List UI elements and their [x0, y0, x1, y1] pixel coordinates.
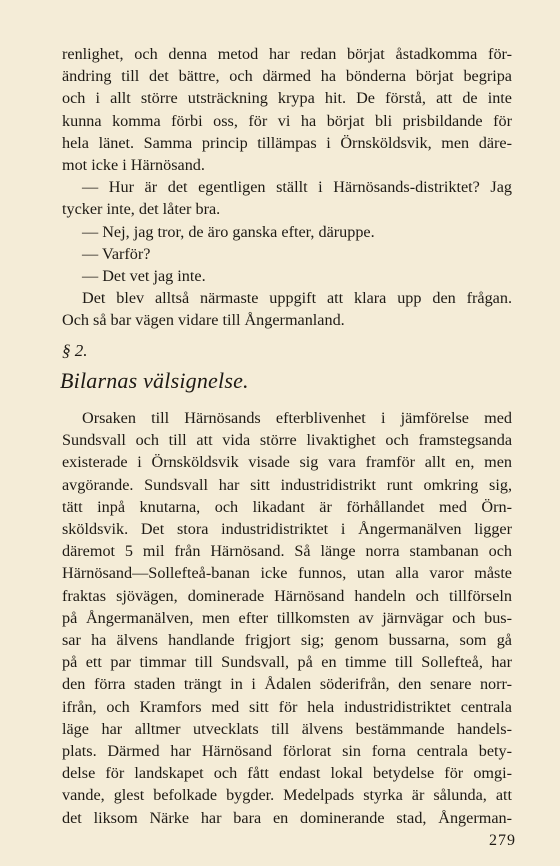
text-line: ifrån, och Kramfors med sitt för hela industridistriktet centrala	[62, 697, 512, 716]
text-line: hela länet. Samma princip tillämpas i Örnsköldsvik, men däre-	[62, 133, 512, 152]
text-line: Sundsvall och till att vida större livaktighet och framstegsanda	[62, 431, 512, 450]
text-line: på Ångermanälven, men efter tillkomsten av järnvägar och bus-	[62, 608, 512, 627]
text-line: läge har alltmer utvecklats till älvens bestämmande handels-	[62, 719, 512, 738]
text-line: sköldsvik. Det stora industridistriktet i Ångermanälven ligger	[62, 520, 512, 539]
text-line: däremot 5 mil från Härnösand. Så länge norra stambanan och	[62, 542, 512, 561]
dialogue-line: — Hur är det egentligen ställt i Härnösands-distriktet? Jag	[82, 178, 512, 197]
text-line: Härnösand—Sollefteå-banan icke funnos, utan alla varor måste	[62, 564, 512, 583]
text-line: och i allt större utsträckning krypa hit. De förstå, att de inte	[62, 89, 512, 108]
text-line: den förra staden trängt in i Ådalen söderifrån, den senare norr-	[62, 675, 512, 694]
dialogue-line: — Nej, jag tror, de äro ganska efter, däruppe.	[82, 222, 375, 241]
top-text-block	[62, 43, 512, 332]
dialogue-line: tycker inte, det låter bra.	[62, 200, 221, 219]
dialogue-line: — Varför?	[82, 244, 151, 263]
text-line: Det blev alltså närmaste uppgift att klara upp den frågan.	[82, 289, 512, 308]
text-line: det liksom Närke har bara en dominerande stad, Ångerman-	[62, 808, 512, 827]
text-line: på ett par timmar till Sundsvall, på en timme till Sollefteå, har	[62, 653, 512, 672]
text-line: plats. Därmed har Härnösand förlorat sin forna centrala bety-	[62, 742, 512, 761]
text-line: kunna komma förbi oss, för vi ha börjat bli prisbildande för	[62, 111, 512, 130]
text-line: sar ha älvens handlande frigjort sig; genom bussarna, som gå	[62, 631, 512, 650]
text-line: avgörande. Sundsvall har sitt industridistrikt runt omkring sig,	[62, 475, 512, 494]
section-title: Bilarnas välsignelse.	[60, 368, 249, 393]
text-line: vande, glest befolkade bygder. Medelpads styrka är sålunda, att	[62, 786, 512, 805]
text-line: Och så bar vägen vidare till Ångermanland.	[62, 311, 345, 330]
section-number: § 2.	[62, 341, 88, 360]
text-line: renlighet, och denna metod har redan börjat åstadkomma för-	[62, 45, 512, 63]
text-line: mot icke i Härnösand.	[62, 156, 205, 175]
dialogue-line: — Det vet jag inte.	[82, 267, 206, 286]
text-line: fraktas sjövägen, dominerade Härnösand handeln och tillförseln	[62, 586, 512, 605]
page-number: 279	[489, 832, 516, 849]
text-line: Orsaken till Härnösands efterblivenhet i jämförelse med	[82, 409, 512, 427]
text-line: delse för landskapet och fått endast lokal betydelse för omgi-	[62, 764, 512, 783]
text-line: ändring till det bättre, och därmed ha bönderna börjat begripa	[62, 67, 512, 86]
text-line: existerade i Örnsköldsvik visade sig vara framför allt en, men	[62, 453, 512, 472]
body-text-block	[62, 407, 512, 829]
text-line: tätt inpå knutarna, och likadant är förhållandet med Örn-	[62, 497, 512, 516]
